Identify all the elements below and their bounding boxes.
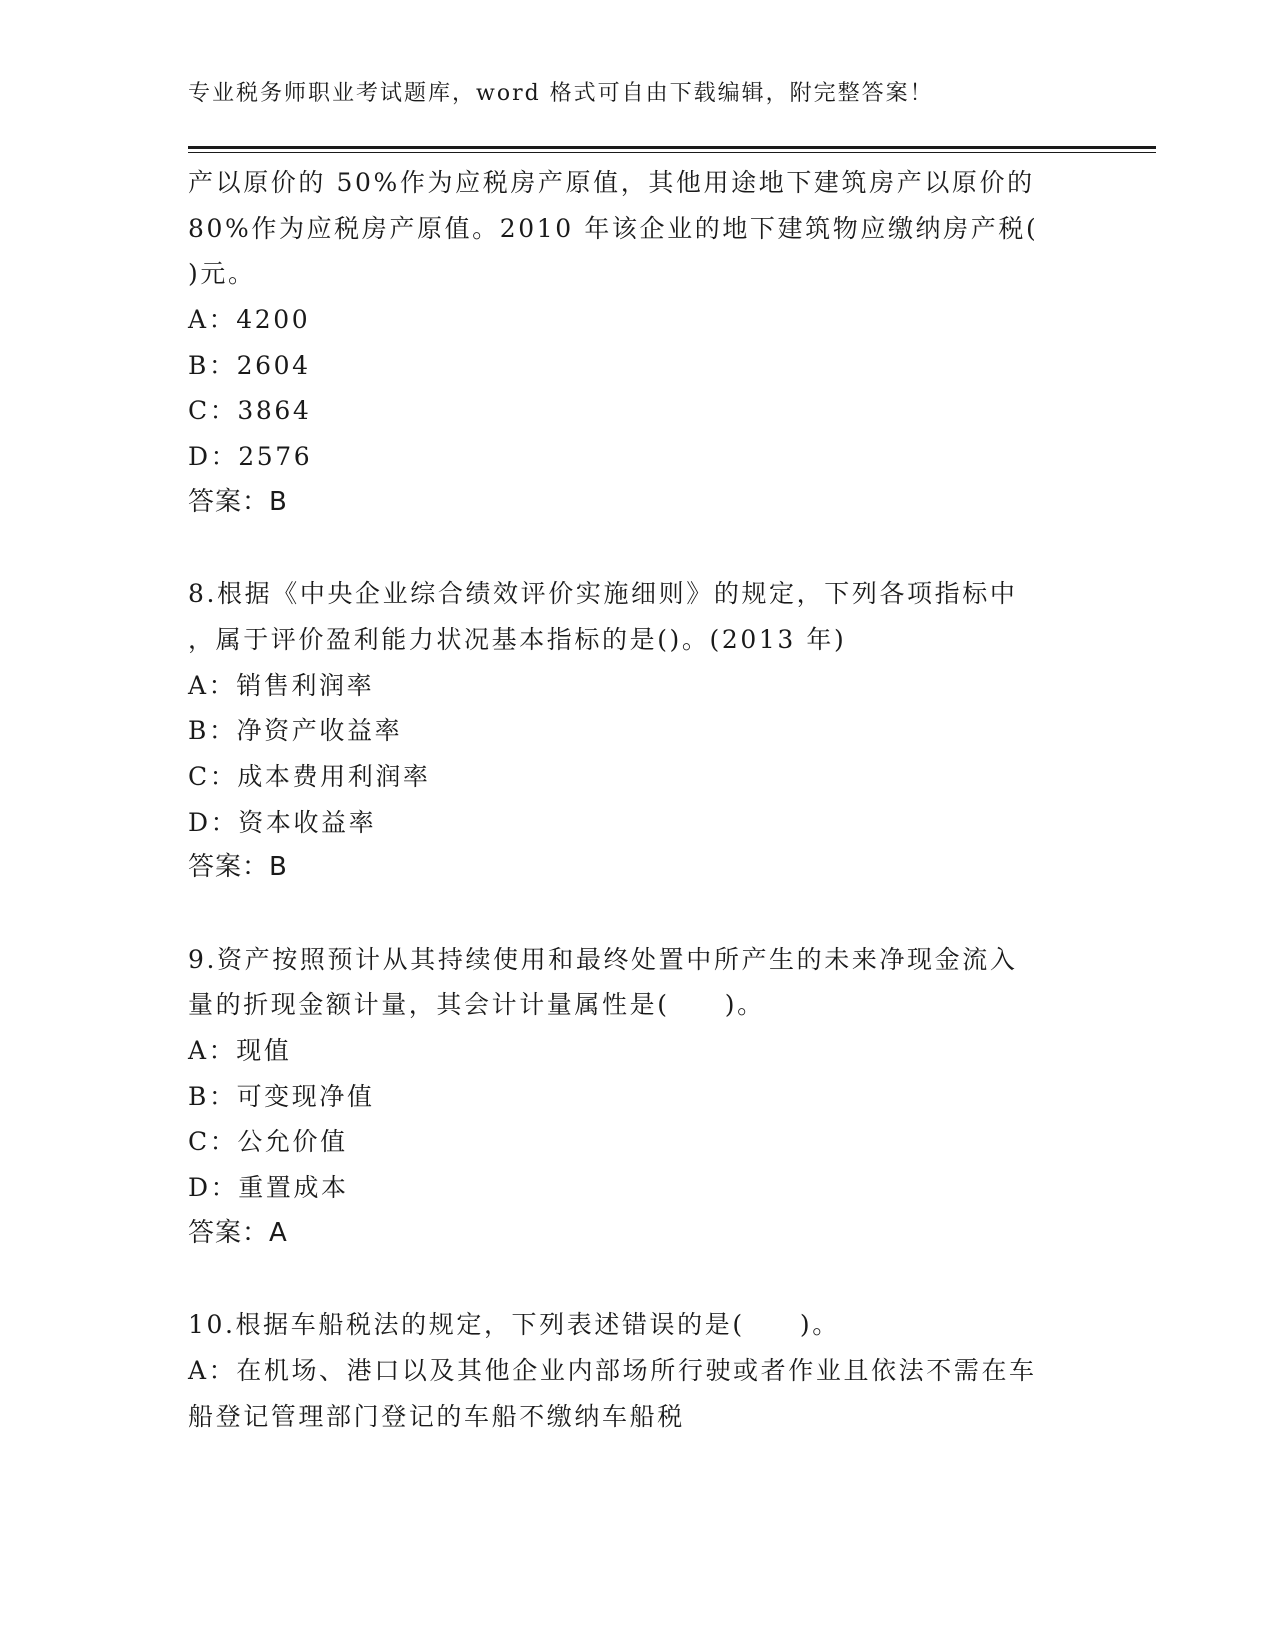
option-b: B：净资产收益率 — [188, 716, 403, 746]
question-text-line: 9.资产按照预计从其持续使用和最终处置中所产生的未来净现金流入 — [188, 944, 1018, 974]
question-text-line: 产以原价的 50%作为应税房产原值，其他用途地下建筑房产以原价的 — [188, 168, 1035, 197]
question-text-line: 10.根据车船税法的规定，下列表述错误的是( )。 — [188, 1310, 840, 1340]
option-a-continued: 船登记管理部门登记的车船不缴纳车船税 — [188, 1401, 685, 1431]
option-a: A：在机场、港口以及其他企业内部场所行驶或者作业且依法不需在车 — [188, 1355, 1037, 1385]
question-content — [188, 160, 1088, 1439]
question-9 — [188, 937, 1088, 1257]
question-text-line: )元。 — [188, 259, 256, 289]
option-b: B：2604 — [188, 350, 311, 380]
page-header: 专业税务师职业考试题库，word 格式可自由下载编辑，附完整答案！ — [188, 81, 934, 106]
answer: 答案：B — [188, 852, 288, 883]
option-d: D：重置成本 — [188, 1173, 349, 1203]
header-rule-thick — [188, 146, 1156, 149]
option-a: A：销售利润率 — [188, 670, 375, 700]
question-text-line: 80%作为应税房产原值。2010 年该企业的地下建筑物应缴纳房产税( — [188, 213, 1039, 243]
option-a: A：现值 — [188, 1036, 292, 1066]
option-c: C：成本费用利润率 — [188, 761, 431, 791]
question-7 — [188, 160, 1088, 526]
answer: 答案：B — [188, 486, 288, 517]
answer: 答案：A — [188, 1217, 288, 1248]
spacer — [188, 891, 1088, 937]
question-text-line: 8.根据《中央企业综合绩效评价实施细则》的规定，下列各项指标中 — [188, 579, 1018, 609]
spacer — [188, 1257, 1088, 1303]
question-10 — [188, 1302, 1088, 1439]
option-b: B：可变现净值 — [188, 1081, 375, 1111]
option-c: C：3864 — [188, 396, 312, 426]
question-8 — [188, 571, 1088, 891]
question-text-line: 量的折现金额计量，其会计计量属性是( )。 — [188, 990, 765, 1020]
option-a: A：4200 — [188, 305, 311, 335]
spacer — [188, 526, 1088, 572]
option-c: C：公允价值 — [188, 1127, 348, 1157]
question-text-line: ，属于评价盈利能力状况基本指标的是()。(2013 年) — [188, 624, 847, 654]
header-rule-thin — [188, 152, 1156, 153]
option-d: D：2576 — [188, 442, 313, 472]
option-d: D：资本收益率 — [188, 807, 377, 837]
